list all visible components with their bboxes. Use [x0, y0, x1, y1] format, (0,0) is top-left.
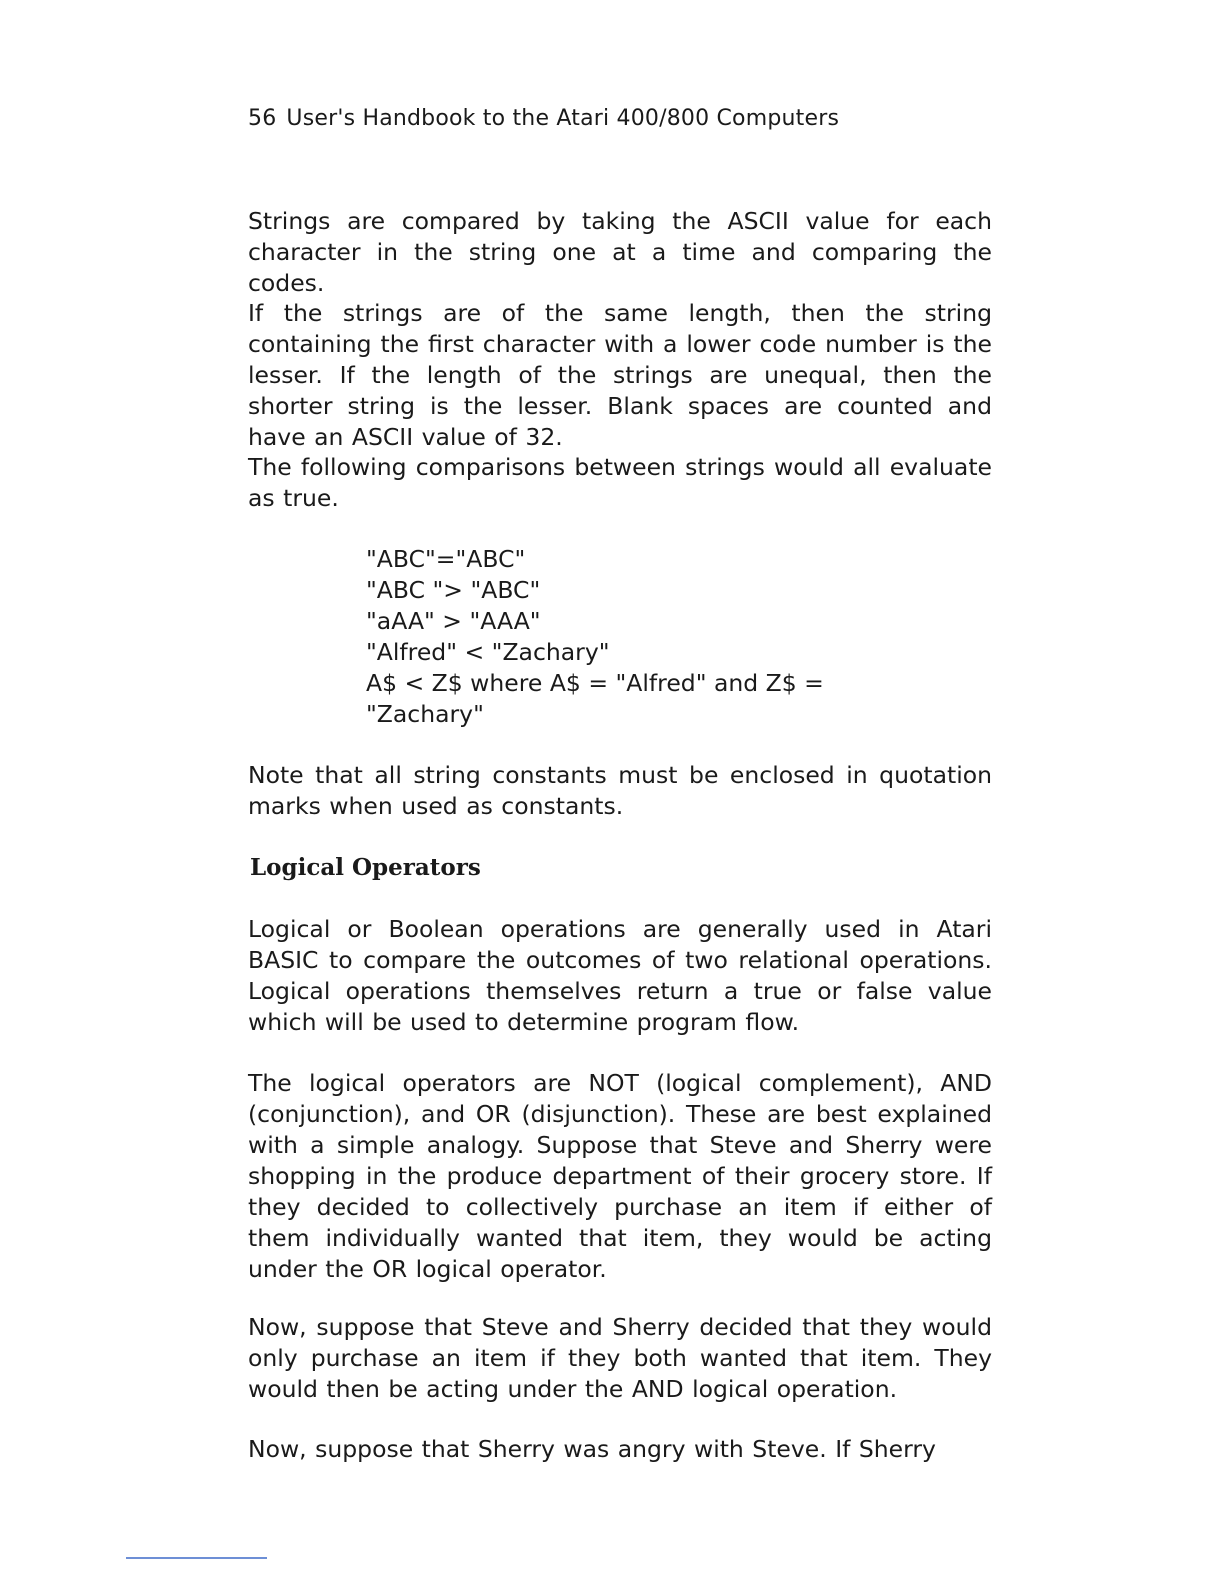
- paragraph-logical-operators: The logical operators are NOT (logical complement), AND (conjunction), and OR (disjunction). These are best explained with a simple analogy. Suppose that Steve and Sherry were shopping in the produce department of their grocery store. If they decided to collectively purchase an item if either of them individually wanted that item, they would be acting under the OR logical operator.: [248, 1069, 992, 1283]
- book-title: User's Handbook to the Atari 400/800 Computers: [286, 106, 840, 131]
- paragraph-string-length-rule: If the strings are of the same length, then the string containing the first character with a lower code number is the lesser. If the length of the strings are unequal, then the shorter string is the lesser. Blank spaces are counted and have an ASCII value of 32.: [248, 299, 992, 451]
- paragraph-and-analogy: Now, suppose that Steve and Sherry decided that they would only purchase an item if they both wanted that item. They would then be acting under the AND logical operation.: [248, 1313, 992, 1403]
- paragraph-quotation-note: Note that all string constants must be enclosed in quotation marks when used as constants.: [248, 761, 992, 820]
- comparison-examples: [366, 544, 926, 730]
- example-line: "Alfred" < "Zachary": [366, 638, 610, 666]
- example-line: "ABC "> "ABC": [366, 576, 541, 604]
- paragraph-logical-intro: Logical or Boolean operations are generally used in Atari BASIC to compare the outcomes of two relational operations. Logical operations themselves return a true or false value which will be used to determine program flow.: [248, 915, 992, 1036]
- page-number: 56: [248, 106, 277, 131]
- section-heading: Logical Operators: [250, 854, 481, 881]
- example-line: A$ < Z$ where A$ = "Alfred" and Z$ =: [366, 669, 824, 697]
- example-line: "aAA" > "AAA": [366, 607, 541, 635]
- paragraph-string-comparison: Strings are compared by taking the ASCII value for each character in the string one at a time and comparing the codes.: [248, 207, 992, 297]
- example-line: "ABC"="ABC": [366, 545, 526, 573]
- paragraph-comparisons-intro: The following comparisons between strings would all evaluate as true.: [248, 453, 992, 512]
- running-head: [248, 106, 839, 131]
- example-line: "Zachary": [366, 700, 484, 728]
- paragraph-not-analogy: Now, suppose that Sherry was angry with Steve. If Sherry: [248, 1435, 936, 1463]
- footer-rule: [126, 1557, 267, 1559]
